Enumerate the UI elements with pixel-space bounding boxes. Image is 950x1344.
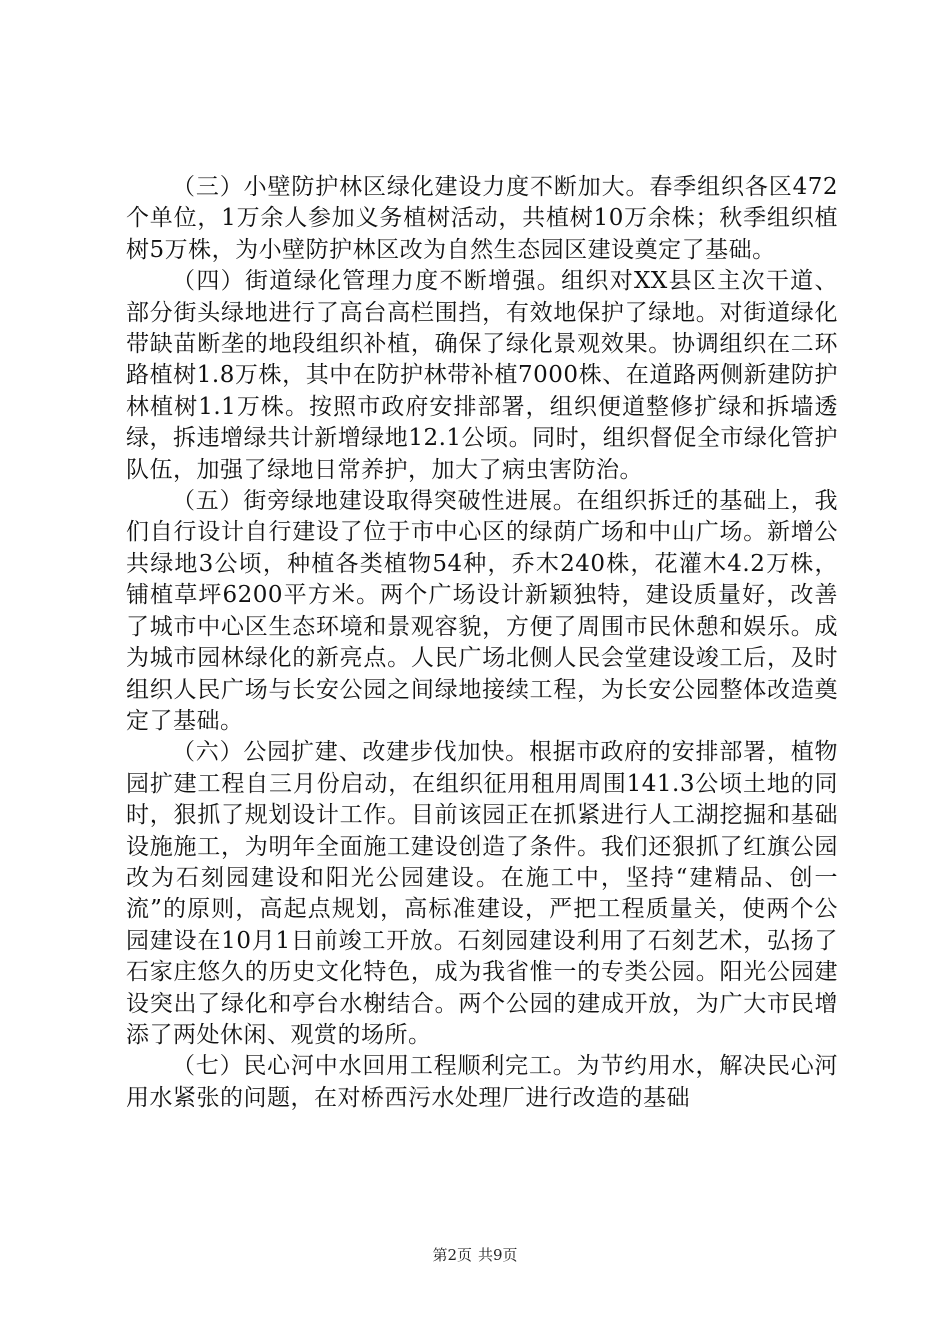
- paragraph-section-3: （三）小壁防护林区绿化建设力度不断加大。春季组织各区472个单位，1万余人参加义务植树活动，共植树10万余株；秋季组织植树5万株，为小壁防护林区改为自然生态园区建设奠定了基础。: [126, 174, 838, 263]
- paragraph-section-4: （四）街道绿化管理力度不断增强。组织对XX县区主次干道、部分街头绿地进行了高台高栏围挡，有效地保护了绿地。对街道绿化带缺苗断垄的地段组织补植，确保了绿化景观效果。协调组织在二环路植树1.8万株，其中在防护林带补植7000株、在道路两侧新建防护林植树1.1万株。按照市政府安排部署，组织便道整修扩绿和拆墙透绿，拆违增绿共计新增绿地12.1公顷。同时，组织督促全市绿化管护队伍，加强了绿地日常养护，加大了病虫害防治。: [126, 268, 838, 483]
- paragraph-section-5: （五）街旁绿地建设取得突破性进展。在组织拆迁的基础上，我们自行设计自行建设了位于市中心区的绿荫广场和中山广场。新增公共绿地3公顷，种植各类植物54种，乔木240株，花灌木4.2万株，铺植草坪6200平方米。两个广场设计新颖独特，建设质量好，改善了城市中心区生态环境和景观容貌，方便了周围市民休憩和娱乐。成为城市园林绿化的新亮点。人民广场北侧人民会堂建设竣工后，及时组织人民广场与长安公园之间绿地接续工程，为长安公园整体改造奠定了基础。: [126, 488, 838, 734]
- page-total: 共9页: [478, 1246, 518, 1264]
- page-number: 第2页: [432, 1246, 472, 1264]
- document-body: [126, 172, 838, 1114]
- paragraph-section-7: （七）民心河中水回用工程顺利完工。为节约用水，解决民心河用水紧张的问题，在对桥西污水处理厂进行改造的基础: [126, 1053, 838, 1111]
- paragraph-section-6: （六）公园扩建、改建步伐加快。根据市政府的安排部署，植物园扩建工程自三月份启动，在组织征用租用周围141.3公顷土地的同时，狠抓了规划设计工作。目前该园正在抓紧进行人工湖挖掘和基础设施施工，为明年全面施工建设创造了条件。我们还狠抓了红旗公园改为石刻园建设和阳光公园建设。在施工中，坚持“建精品、创一流”的原则，高起点规划，高标准建设，严把工程质量关，使两个公园建设在10月1日前竣工开放。石刻园建设利用了石刻艺术，弘扬了石家庄悠久的历史文化特色，成为我省惟一的专类公园。阳光公园建设突出了绿化和亭台水榭结合。两个公园的建成开放，为广大市民增添了两处休闲、观赏的场所。: [126, 739, 838, 1048]
- page-footer: [0, 1244, 950, 1265]
